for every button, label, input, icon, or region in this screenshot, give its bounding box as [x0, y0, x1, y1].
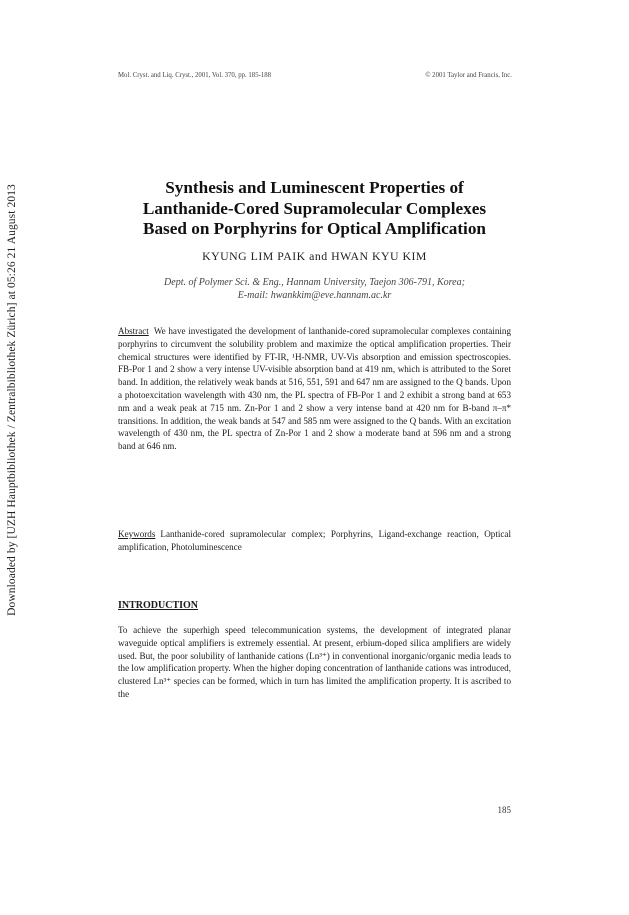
page-number: 185 — [497, 805, 511, 815]
title-line-2: Lanthanide-Cored Supramolecular Complexes — [142, 198, 487, 218]
affiliation-line: Dept. of Polymer Sci. & Eng., Hannam University, Taejon 306-791, Korea; — [164, 277, 465, 288]
abstract-text: We have investigated the development of lanthanide-cored supramolecular complexes containing porphyrins to circumvent the solubility problem and maximize the optical amplification properties. Their chemical structures were identified by FT-IR, ¹H-NMR, UV-Vis absorption and emission spectroscopies. FB-Por 1 and 2 show a very intense UV-visible absorption band at 419 nm, which is attributed to the Soret band. In addition, the relatively weak bands at 516, 551, 591 and 647 nm are assigned to the Q bands. Upon a photoexcitation wavelength with 430 nm, the PL spectra of FB-Por 1 and 2 exhibit a strong band at 653 nm and a weak peak at 715 nm. Zn-Por 1 and 2 show a very intense band at 420 nm for B-band π–π* transitions. In addition, the weak bands at 547 and 585 nm were assigned to the Q bands. With an excitation wavelength of 430 nm, the PL spectra of Zn-Por 1 and 2 show a moderate band at 596 nm and a strong band at 646 nm. — [118, 326, 511, 452]
affiliation — [110, 276, 519, 302]
journal-citation: Mol. Cryst. and Liq. Cryst., 2001, Vol. 370, pp. 185-188 — [118, 72, 272, 79]
abstract-section — [118, 325, 511, 453]
running-header — [118, 72, 512, 79]
download-notice: Downloaded by [UZH Hauptbibliothek / Zentralbibliothek Zürich] at 05:26 21 August 2013 — [6, 184, 18, 616]
download-watermark — [0, 0, 24, 915]
keywords-label: Keywords — [118, 529, 156, 539]
author-email: E-mail: hwankkim@eve.hannam.ac.kr — [237, 290, 392, 301]
keywords-section — [118, 528, 511, 554]
introduction-heading: INTRODUCTION — [118, 600, 199, 611]
keywords-text: Lanthanide-cored supramolecular complex; Porphyrins, Ligand-exchange reaction, Optical amplification, Photoluminescence — [118, 529, 511, 552]
paper-title — [90, 178, 539, 240]
title-line-1: Synthesis and Luminescent Properties of — [165, 178, 464, 197]
author-list: KYUNG LIM PAIK and HWAN KYU KIM — [202, 249, 427, 263]
introduction-text: To achieve the superhigh speed telecommunication systems, the development of integrated planar waveguide optical amplifiers is extremely essential. At present, erbium-doped silica amplifiers are widely used. But, the poor solubility of lanthanide cations (Ln³⁺) in conventional inorganic/organic media leads to the low amplification property. When the higher doping concentration of lanthanide cations was introduced, clustered Ln³⁺ species can be formed, which in turn has limited the amplification property. It is ascribed to the — [118, 625, 511, 699]
copyright-notice: © 2001 Taylor and Francis, Inc. — [425, 72, 512, 79]
abstract-label: Abstract — [118, 326, 149, 336]
title-line-3: Based on Porphyrins for Optical Amplification — [143, 219, 486, 238]
